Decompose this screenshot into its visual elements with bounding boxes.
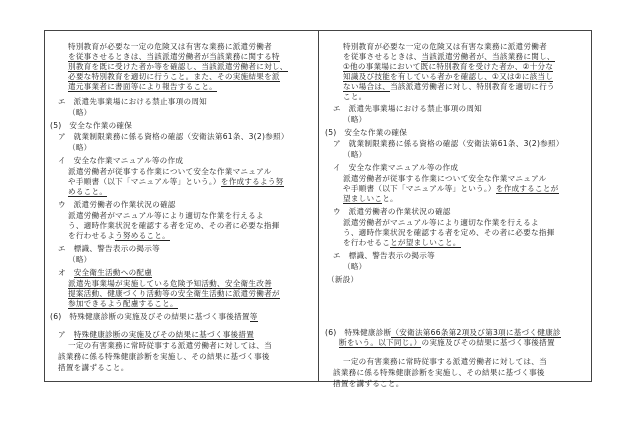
left-text-line: (5) 安全な作業の確保 (50, 121, 133, 130)
left-text-line: 措置を講ずること。 (58, 363, 129, 372)
left-text-line: 別教育を既に受けた者か等を確認し、当該派遣労働者に対し、 (68, 62, 288, 71)
right-text-line: エ 派遣先事業場における禁止事項の周知 (333, 104, 483, 113)
right-text-line: や手順書（以下「マニュアル等」という。）を作成することが (343, 184, 559, 193)
left-text-line: 必要な特別教育を適切に行うこと。また、その実施結果を派 (68, 72, 280, 81)
left-text-line: イ 安全な作業マニュアル等の作成 (58, 156, 184, 165)
right-text-line: 該業務に係る特殊健康診断を実施し、その結果に基づく事後 (333, 368, 545, 377)
right-text-line: イ 安全な作業マニュアル等の作成 (333, 163, 459, 172)
left-text-line: 派遣労働者が従事する作業について安全な作業マニュアル (68, 167, 272, 176)
right-text-line: 特別教育が必要な一定の危険又は有害な業務に派遣労働者 (343, 42, 547, 51)
left-text-line: ウ 派遣労働者の作業状況の確認 (58, 200, 176, 209)
right-text-line: 知識及び技能を有している者かを確認し、①又は②に該当し (343, 72, 554, 81)
right-column-current-text (323, 30, 593, 388)
left-text-line: 派遣労働者がマニュアル等により適切な作業を行えるよ (68, 211, 264, 220)
right-text-line: 望ましいこと。 (343, 194, 398, 203)
left-text-line: 参加できるよう配慮すること。 (68, 299, 178, 308)
right-text-line: 措置を講ずること。 (333, 379, 404, 388)
right-text-line: ない場合は、当該派遣労働者に対し、特別教育を適切に行う (343, 82, 555, 91)
right-text-line: ア 就業制限業務に係る資格の確認（安衛法第61条、3(2)参照） (333, 139, 564, 148)
right-text-line: 派遣労働者が従事する作業について安全な作業マニュアル (343, 174, 547, 183)
right-text-line: （略） (343, 150, 367, 159)
right-text-line: （略） (343, 262, 367, 271)
left-text-line: （略） (68, 255, 92, 264)
left-text-line: （略） (68, 108, 92, 117)
left-text-line: を行わせるよう努めること。 (68, 231, 170, 240)
right-text-line: を行わせることが望ましいこと。 (343, 238, 461, 247)
left-text-line: ア 特殊健康診断の実施及びその結果に基づく事後措置 (58, 330, 255, 339)
right-text-line: (6) 特殊健康診断（安衛法第66条第2項及び第3項に基づく健康診 (325, 328, 561, 337)
left-text-line: 該業務に係る特殊健康診断を実施し、その結果に基づく事後 (58, 352, 270, 361)
right-text-line: （略） (343, 115, 367, 124)
left-text-line: エ 派遣先事業場における禁止事項の周知 (58, 97, 208, 106)
right-text-line: エ 標識、警告表示の掲示等 (333, 251, 435, 260)
right-text-line: 一定の有害業務に常時従事する派遣労働者に対しては、当 (343, 357, 547, 366)
left-column-revised-text (48, 30, 318, 382)
left-text-line: を従事させるときは、当該派遣労働者が当該業務に関する特 (68, 52, 280, 61)
right-text-line: (5) 安全な作業の確保 (325, 128, 408, 137)
right-text-line: （新設） (327, 275, 359, 284)
right-text-line: 派遣労働者がマニュアル等により適切な作業を行えるよ (343, 218, 539, 227)
left-text-line: （略） (68, 143, 92, 152)
left-text-line: 提案活動、健康づくり活動等の安全衛生活動に派遣労働者が (68, 289, 280, 298)
left-text-line: ア 就業制限業務に係る資格の確認（安衛法第61条、3(2)参照） (58, 132, 289, 141)
right-text-line: う、適時作業状況を確認する者を定め、その者に必要な指揮 (343, 228, 555, 237)
right-text-line: こと。 (343, 92, 367, 101)
right-text-line: ウ 派遣労働者の作業状況の確認 (333, 207, 451, 216)
left-text-line: 特別教育が必要な一定の危険又は有害な業務に派遣労働者 (68, 42, 272, 51)
column-divider (318, 30, 319, 382)
left-text-line: 遣元事業者に書面等により報告すること。 (68, 82, 218, 91)
left-text-line: エ 標識、警告表示の掲示等 (58, 244, 160, 253)
left-text-line: (6) 特殊健康診断の実施及びその結果に基づく事後措置等 (50, 312, 258, 321)
right-text-line: を従事させるときは、当該派遣労働者が、当該業務に関し、 (343, 52, 555, 61)
left-text-line: う、適時作業状況を確認する者を定め、その者に必要な指揮 (68, 221, 280, 230)
left-text-line: オ 安全衛生活動への配慮 (58, 268, 153, 277)
left-text-line: や手順書（以下「マニュアル等」という。）を作成するよう努 (68, 177, 284, 186)
right-text-line: ①他の事業場において既に特別教育を受けた者か、②十分な (343, 62, 554, 71)
right-text-line: 断をいう。以下同じ。）の実施及びその結果に基づく事後措置 (339, 338, 555, 347)
left-text-line: 一定の有害業務に常時従事する派遣労働者に対しては、当 (68, 341, 272, 350)
left-text-line: めること。 (68, 187, 108, 196)
left-text-line: 派遣先事業場が実施している危険予知活動、安全衛生改善 (68, 279, 272, 288)
